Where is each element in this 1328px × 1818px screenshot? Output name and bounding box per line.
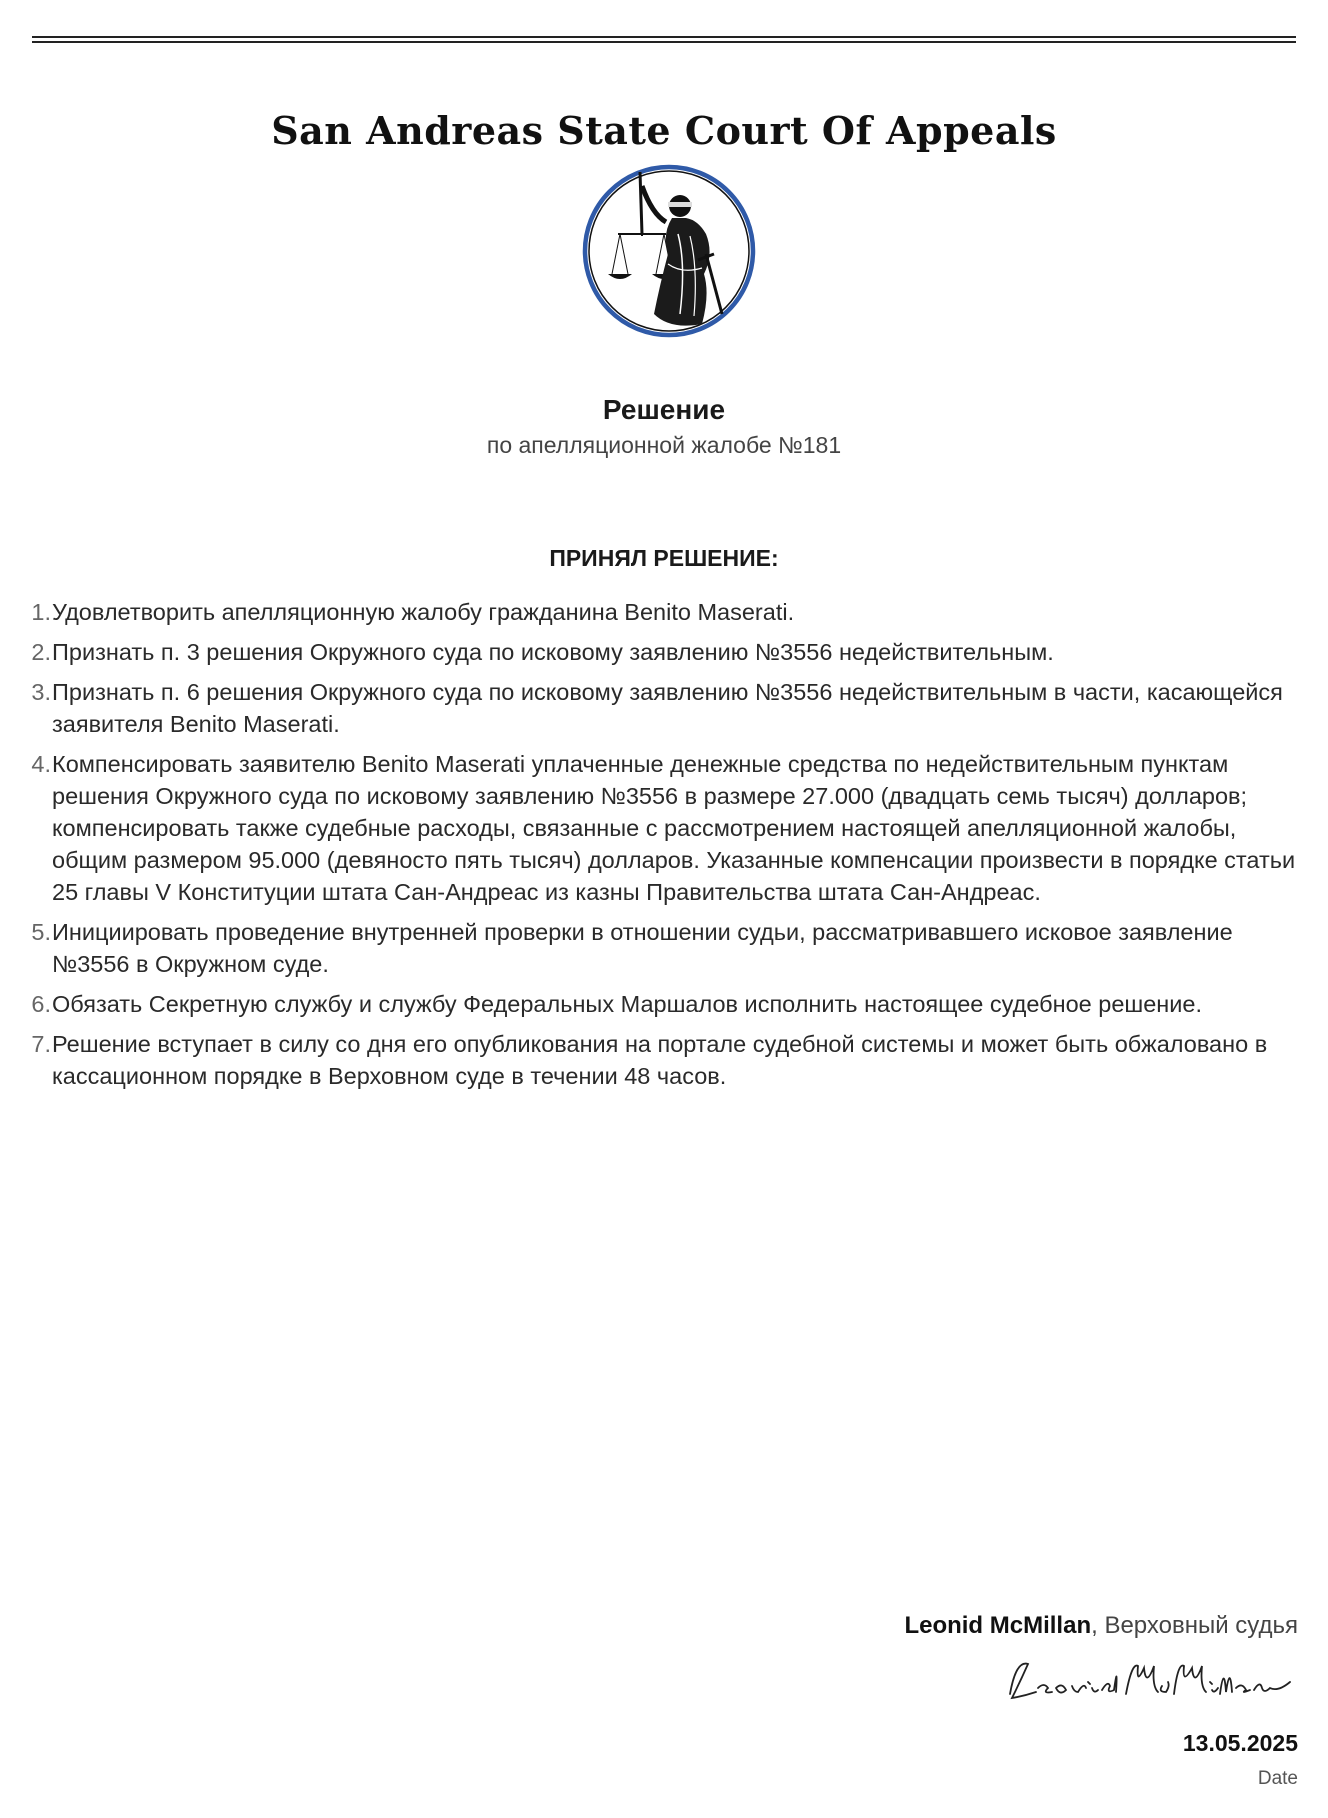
- decision-heading: ПРИНЯЛ РЕШЕНИЕ:: [549, 545, 779, 571]
- date-label: Date: [1257, 1768, 1298, 1789]
- list-item-number: 4.: [31, 751, 51, 777]
- list-item: [20, 748, 1310, 908]
- signer-line: [904, 1612, 1298, 1640]
- lady-justice-seal-icon: [582, 164, 756, 338]
- list-item-text: Инициировать проведение внутренней проверки в отношении судьи, рассматривавшего исковое заявление №3556 в Окружном суде.: [52, 919, 1233, 977]
- list-item-text: Обязать Секретную службу и службу Федеральных Маршалов исполнить настоящее судебное решение.: [52, 991, 1203, 1017]
- list-item-number: 1.: [31, 599, 51, 625]
- list-item-text: Удовлетворить апелляционную жалобу гражданина Benito Maserati.: [52, 599, 795, 625]
- list-item-text: Признать п. 6 решения Окружного суда по исковому заявлению №3556 недействительным в части, касающейся заявителя Benito Maserati.: [52, 679, 1283, 737]
- list-item: [20, 636, 1310, 668]
- list-item-text: Признать п. 3 решения Окружного суда по исковому заявлению №3556 недействительным.: [52, 639, 1054, 665]
- list-item-text: Решение вступает в силу со дня его опубликования на портале судебной системы и может быть обжаловано в кассационном порядке в Верховном суде в течении 48 часов.: [52, 1031, 1268, 1089]
- signer-role: , Верховный судья: [1091, 1612, 1298, 1639]
- list-item: [20, 596, 1310, 628]
- list-item-text: Компенсировать заявителю Benito Maserati уплаченные денежные средства по недействительным пунктам решения Окружного суда по исковому заявлению №3556 в размере 27.000 (двадцать семь тысяч) долларов; компенсировать также судебные расходы, связанные с рассмотрением настоящей апелляционной жалобы, общим размером 95.000 (девяносто пять тысяч) долларов. Указанные компенсации произвести в порядке статьи 25 главы V Конституции штата Сан-Андреас из казны Правительства штата Сан-Андреас.: [52, 751, 1296, 905]
- decision-list: [20, 596, 1310, 1100]
- list-item-number: 6.: [31, 991, 51, 1017]
- decision-date: 13.05.2025: [1182, 1730, 1298, 1756]
- list-item: [20, 916, 1310, 980]
- list-item: [20, 1028, 1310, 1092]
- court-name: San Andreas State Court Of Appeals: [271, 108, 1057, 153]
- list-item-number: 2.: [31, 639, 51, 665]
- signer-name: Leonid McMillan: [904, 1612, 1092, 1639]
- document-subtitle: по апелляционной жалобе №181: [486, 432, 842, 458]
- list-item-number: 5.: [31, 919, 51, 945]
- list-item: [20, 676, 1310, 740]
- list-item-number: 3.: [31, 679, 51, 705]
- handwritten-signature: [998, 1652, 1298, 1712]
- document-title: Решение: [602, 394, 726, 425]
- top-double-rule: [32, 36, 1296, 43]
- list-item: [20, 988, 1310, 1020]
- list-item-number: 7.: [31, 1031, 51, 1057]
